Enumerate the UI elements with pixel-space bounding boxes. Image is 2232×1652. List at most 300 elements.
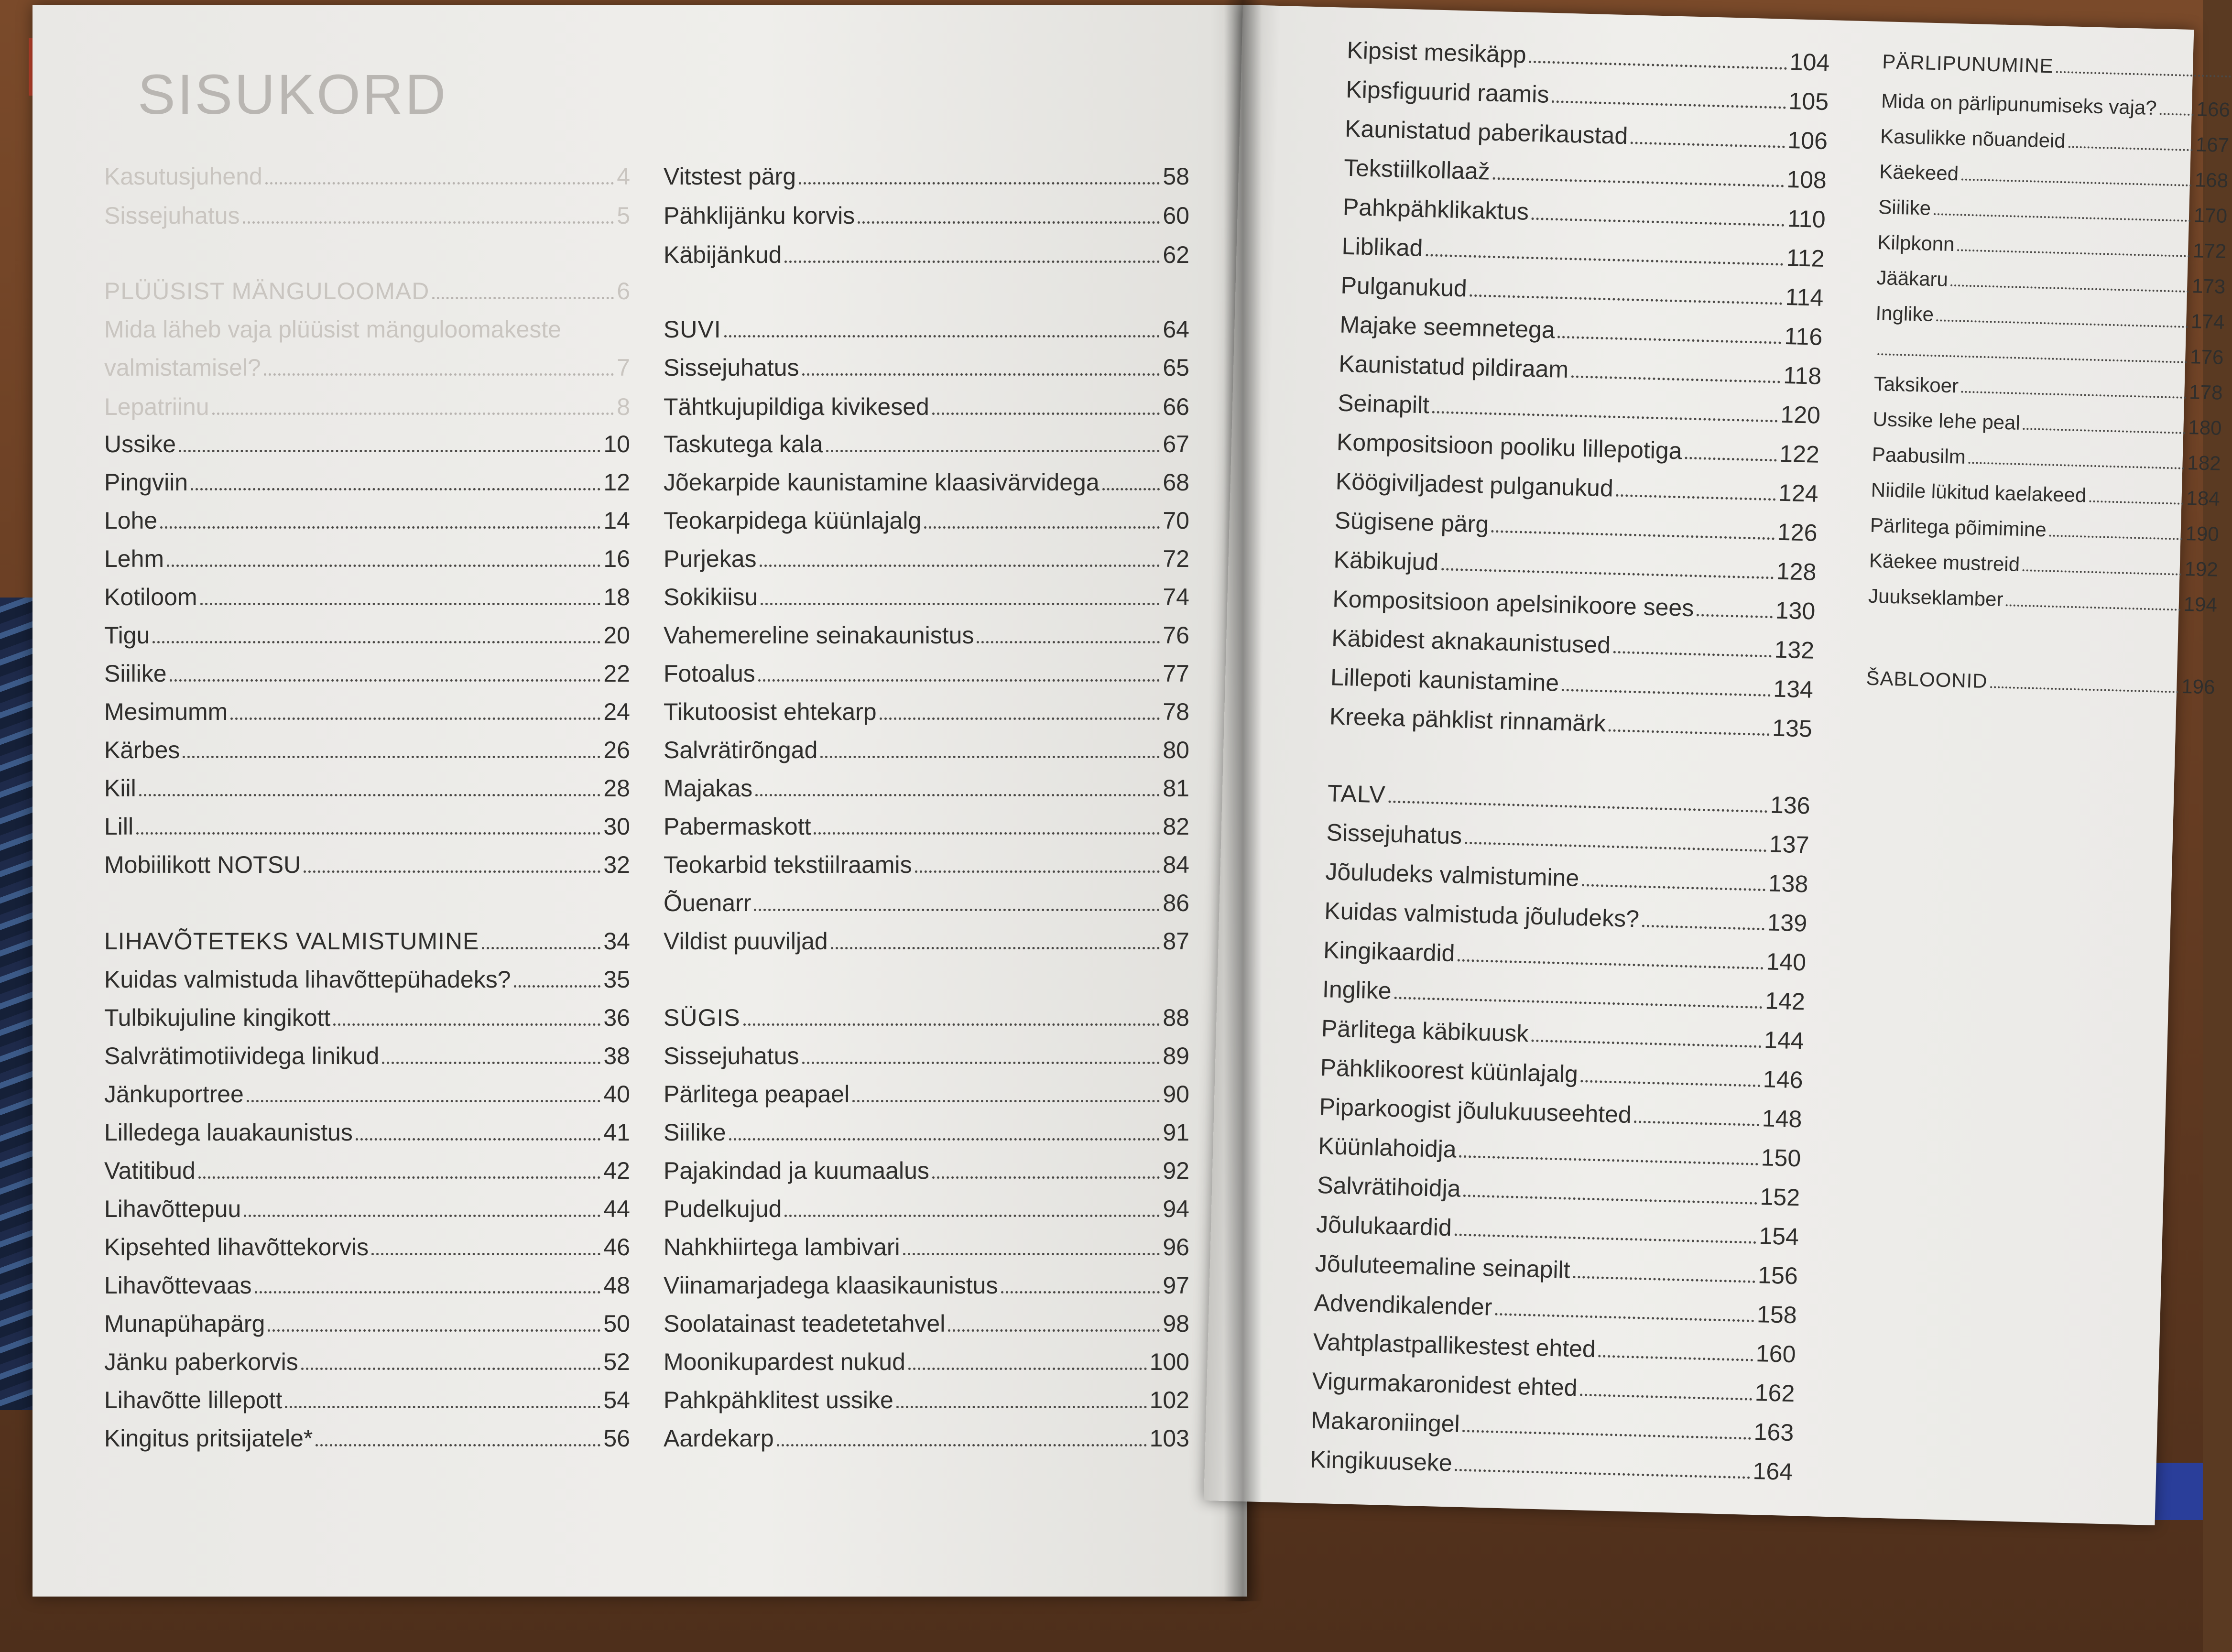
toc-entry-page-number: 28	[603, 775, 630, 802]
dot-leader	[1631, 141, 1785, 148]
toc-entry-title: Tekstiilkollaaž	[1343, 154, 1491, 185]
dot-leader	[1685, 457, 1776, 462]
toc-entry-title: Mida läheb vaja plüüsist mänguloomakeste	[104, 316, 562, 343]
toc-entry	[664, 202, 1189, 229]
toc-entry-page-number: 60	[1163, 202, 1189, 229]
toc-entry-page-number: 134	[1773, 675, 1814, 703]
toc-entry-page-number: 173	[2191, 274, 2226, 298]
toc-entry-page-number: 170	[2193, 204, 2228, 228]
toc-entry	[1881, 89, 2231, 121]
toc-entry	[664, 774, 1189, 802]
dot-leader	[514, 985, 601, 988]
toc-entry-title: TALV	[1327, 780, 1386, 808]
dot-leader	[784, 1215, 1160, 1217]
toc-entry	[1345, 115, 1828, 155]
dot-leader	[1877, 353, 2187, 363]
toc-entry-page-number: 190	[2185, 522, 2220, 545]
toc-entry-title: Kipsist mesikäpp	[1346, 36, 1527, 68]
toc-entry-title: Sokikiisu	[664, 584, 758, 610]
dot-leader	[1458, 959, 1763, 969]
toc-entry-title: Jõulukaardid	[1316, 1210, 1452, 1241]
toc-entry	[1339, 311, 1823, 351]
dot-leader	[903, 1253, 1160, 1255]
toc-entry-title: Liblikad	[1341, 232, 1424, 262]
toc-entry	[1324, 897, 1807, 937]
toc-entry	[104, 698, 630, 726]
toc-entry	[664, 1233, 1189, 1261]
toc-entry-title: Jänku paberkorvis	[104, 1348, 298, 1375]
dot-leader	[1616, 494, 1775, 501]
toc-entry-title: Küünlahoidja	[1317, 1132, 1457, 1163]
toc-entry-page-number: 10	[603, 431, 630, 457]
toc-entry	[1873, 372, 2223, 404]
toc-entry	[664, 1080, 1189, 1108]
dot-leader	[814, 832, 1160, 835]
dot-leader	[755, 794, 1160, 796]
toc-entry-page-number: 16	[603, 545, 630, 572]
dot-leader	[1634, 1120, 1759, 1126]
toc-entry	[1315, 1250, 1798, 1290]
toc-entry-title: Tikutoosist ehtekarp	[664, 698, 877, 725]
dot-leader	[482, 947, 600, 949]
toc-column-4	[1865, 50, 2232, 698]
dot-leader	[1613, 651, 1772, 658]
toc-entry	[1313, 1328, 1796, 1368]
toc-entry	[1316, 1210, 1799, 1250]
dot-leader	[1990, 686, 2178, 693]
toc-entry	[1311, 1406, 1794, 1446]
dot-leader	[191, 488, 600, 490]
toc-entry-page-number: 118	[1783, 361, 1822, 390]
toc-entry	[1317, 1171, 1800, 1211]
toc-entry-page-number: 152	[1759, 1183, 1800, 1211]
toc-entry-page-number: 148	[1762, 1105, 1803, 1133]
toc-entry-page-number: 24	[603, 698, 630, 725]
toc-entry-page-number: 76	[1163, 622, 1189, 649]
toc-entry-title: Lihavõttepuu	[104, 1196, 241, 1222]
dot-leader	[924, 526, 1160, 529]
dot-leader	[136, 832, 600, 835]
dot-leader	[432, 297, 614, 299]
toc-entry-title: Taskutega kala	[664, 431, 823, 457]
toc-entry-page-number: 163	[1753, 1418, 1794, 1446]
toc-entry	[1879, 160, 2229, 192]
toc-entry	[664, 583, 1189, 611]
toc-entry	[664, 1424, 1189, 1452]
toc-entry-title: Käekee mustreid	[1869, 549, 2020, 576]
toc-entry	[1326, 818, 1809, 859]
dot-leader	[285, 1406, 600, 1408]
toc-entry-page-number: 176	[2189, 345, 2224, 369]
toc-entry-title: Vahtplastpallikestest ehted	[1313, 1328, 1596, 1363]
dot-leader	[1573, 1276, 1755, 1283]
toc-entry	[1318, 1132, 1801, 1172]
toc-entry-page-number: 194	[2183, 592, 2218, 616]
toc-entry	[664, 621, 1189, 649]
toc-entry	[104, 583, 630, 611]
toc-entry-title: Aardekarp	[664, 1425, 774, 1452]
dot-leader	[1580, 1393, 1752, 1400]
dot-leader	[183, 756, 600, 758]
toc-entry-title: Käbijänkud	[664, 241, 782, 268]
dot-leader	[160, 526, 600, 529]
toc-entry-page-number: 137	[1769, 830, 1810, 859]
toc-entry-title: Kuidas valmistuda lihavõttepühadeks?	[104, 966, 511, 993]
toc-entry-page-number: 12	[603, 469, 630, 496]
toc-entry-page-number: 30	[603, 813, 630, 840]
toc-entry	[104, 851, 630, 879]
toc-section-heading	[104, 927, 630, 955]
toc-entry	[1876, 266, 2226, 298]
toc-entry	[1874, 337, 2224, 369]
toc-entry	[104, 545, 630, 573]
toc-entry-page-number: 103	[1149, 1425, 1189, 1452]
toc-entry	[664, 1042, 1189, 1070]
toc-entry-page-number: 78	[1163, 698, 1189, 725]
toc-entry	[104, 354, 630, 381]
toc-entry-page-number: 184	[2186, 487, 2221, 510]
toc-entry	[1329, 702, 1812, 742]
toc-entry-title: Kärbes	[104, 737, 180, 763]
toc-entry	[1323, 936, 1807, 976]
toc-entry-page-number: 130	[1775, 597, 1816, 625]
toc-entry-title: SUVI	[664, 316, 721, 343]
dot-leader	[1001, 1291, 1160, 1293]
dot-leader	[1552, 100, 1786, 109]
toc-entry-page-number: 154	[1758, 1222, 1799, 1250]
toc-section-heading	[1327, 779, 1810, 819]
toc-entry-title: Pingviin	[104, 469, 188, 496]
toc-entry-title: Sissejuhatus	[1326, 819, 1462, 849]
dot-leader	[915, 870, 1160, 873]
toc-entry-title: Advendikalender	[1314, 1289, 1493, 1321]
toc-entry-page-number: 5	[617, 202, 630, 229]
toc-entry-page-number: 62	[1163, 241, 1189, 268]
toc-entry-page-number: 128	[1776, 557, 1817, 586]
toc-entry-page-number: 46	[603, 1234, 630, 1261]
dot-leader	[1531, 1040, 1761, 1048]
toc-entry	[1333, 545, 1817, 586]
toc-entry	[664, 1310, 1189, 1337]
toc-entry-title: Siilike	[664, 1119, 726, 1146]
toc-entry-title: Fotoalus	[664, 660, 755, 687]
toc-entry-title: Vildist puuviljad	[664, 928, 828, 955]
toc-entry-title: Lihavõttevaas	[104, 1272, 252, 1299]
dot-leader	[761, 603, 1160, 605]
toc-entry	[104, 430, 630, 458]
toc-entry-title: ŠABLOONID	[1865, 666, 1988, 693]
toc-entry-title: Kuidas valmistuda jõuludeks?	[1324, 897, 1640, 933]
toc-entry-page-number: 88	[1163, 1004, 1189, 1031]
dot-leader	[268, 1329, 600, 1332]
toc-entry-title: Majakas	[664, 775, 753, 802]
dot-leader	[371, 1253, 600, 1255]
toc-entry-page-number: 158	[1756, 1301, 1797, 1329]
toc-entry	[104, 507, 630, 534]
toc-entry-page-number: 56	[603, 1425, 630, 1452]
toc-entry	[664, 1348, 1189, 1376]
dot-leader	[1459, 1155, 1758, 1165]
toc-entry-title: Kipsehted lihavõttekorvis	[104, 1234, 369, 1261]
dot-leader	[1441, 568, 1774, 579]
toc-entry-page-number: 58	[1163, 163, 1189, 190]
dot-leader	[230, 717, 600, 720]
toc-entry-title: LIHAVÕTETEKS VALMISTUMINE	[104, 928, 479, 955]
dot-leader	[1934, 213, 2191, 222]
toc-entry-title: Lehm	[104, 545, 164, 572]
dot-leader	[265, 182, 614, 185]
toc-entry	[104, 1272, 630, 1299]
toc-entry-title: Pärlitega käbikuusk	[1321, 1015, 1529, 1047]
toc-entry-page-number: 108	[1786, 165, 1827, 194]
toc-entry-title: Niidile lükitud kaelakeed	[1871, 478, 2087, 507]
dot-leader	[858, 221, 1160, 224]
toc-entry-title: Kaunistatud paberikaustad	[1344, 115, 1628, 150]
toc-entry-title: Teokarbid tekstiilraamis	[664, 851, 912, 878]
dot-leader	[152, 641, 600, 643]
toc-entry-title: Piparkoogist jõulukuuseehted	[1318, 1093, 1632, 1129]
dot-leader	[743, 1023, 1160, 1026]
toc-entry-title: Makaroniingel	[1310, 1406, 1460, 1437]
toc-entry-page-number: 100	[1149, 1348, 1189, 1375]
toc-entry-page-number: 114	[1785, 283, 1824, 311]
toc-entry	[664, 545, 1189, 573]
toc-entry-page-number: 122	[1779, 440, 1820, 468]
dot-leader	[758, 679, 1160, 682]
toc-entry-title: Pähklijänku korvis	[664, 202, 855, 229]
toc-entry-title: Jõekarpide kaunistamine klaasivärvidega	[664, 469, 1100, 496]
toc-entry-title: Kreeka pähklist rinnamärk	[1329, 703, 1606, 737]
toc-entry	[664, 163, 1189, 190]
toc-entry	[1875, 302, 2225, 334]
dot-leader	[2049, 535, 2182, 540]
toc-entry-page-number: 172	[2192, 239, 2227, 263]
toc-entry	[1340, 272, 1824, 312]
toc-entry	[664, 698, 1189, 726]
toc-entry	[104, 774, 630, 802]
dot-leader	[2023, 428, 2185, 434]
toc-entry-page-number: 112	[1786, 244, 1825, 272]
toc-entry	[104, 315, 630, 343]
dot-leader	[1492, 530, 1775, 540]
toc-entry	[104, 393, 630, 421]
toc-entry-page-number: 132	[1774, 636, 1815, 664]
toc-entry-page-number: 139	[1766, 909, 1807, 937]
toc-entry-title: Purjekas	[664, 545, 757, 572]
dot-leader	[2159, 113, 2193, 116]
toc-entry-title: Seinapilt	[1337, 389, 1430, 419]
toc-entry-title: Siilike	[104, 660, 167, 687]
toc-entry-page-number: 66	[1163, 393, 1189, 420]
toc-entry-page-number: 38	[603, 1043, 630, 1069]
toc-entry-page-number: 72	[1163, 545, 1189, 572]
toc-entry	[664, 430, 1189, 458]
toc-entry	[1335, 467, 1818, 507]
toc-entry-title: Sügisene pärg	[1334, 507, 1489, 538]
dot-leader	[200, 603, 601, 605]
toc-entry-page-number: 120	[1780, 401, 1821, 429]
toc-entry-page-number: 8	[617, 393, 630, 420]
dot-leader	[896, 1406, 1147, 1408]
toc-entry	[1312, 1367, 1795, 1407]
toc-entry-title: Viinamarjadega klaasikaunistus	[664, 1272, 998, 1299]
toc-entry-title: Käbikujud	[1333, 546, 1439, 576]
toc-entry	[1871, 478, 2220, 511]
toc-entry-page-number: 164	[1752, 1457, 1793, 1486]
toc-entry-page-number: 7	[617, 354, 630, 381]
toc-entry-page-number: 94	[1163, 1196, 1189, 1222]
toc-entry	[1869, 549, 2218, 581]
toc-entry-title: Juukseklamber	[1868, 584, 2004, 611]
toc-entry	[1330, 663, 1813, 703]
toc-entry	[1870, 514, 2219, 546]
toc-entry	[104, 1310, 630, 1337]
toc-entry	[1310, 1446, 1793, 1486]
dot-leader	[1102, 488, 1160, 490]
dot-leader	[1642, 925, 1764, 931]
toc-entry-page-number: 110	[1787, 205, 1826, 233]
toc-entry-page-number: 52	[603, 1348, 630, 1375]
toc-entry-title: Sissejuhatus	[664, 1043, 799, 1069]
dot-leader	[1571, 375, 1780, 383]
toc-entry	[104, 1157, 630, 1185]
toc-entry	[1319, 1093, 1802, 1133]
dot-leader	[754, 909, 1160, 911]
toc-entry	[1339, 350, 1822, 390]
toc-entry	[1347, 36, 1830, 76]
toc-entry-title: SÜGIS	[664, 1004, 740, 1031]
dot-leader	[802, 373, 1160, 376]
toc-entry-page-number: 91	[1163, 1119, 1189, 1146]
toc-entry-title: Pahkpähklikaktus	[1342, 193, 1529, 225]
toc-entry	[664, 1272, 1189, 1299]
toc-entry	[104, 1119, 630, 1146]
toc-entry	[664, 1119, 1189, 1146]
dot-leader	[1961, 178, 2192, 186]
dot-leader	[244, 1215, 600, 1217]
toc-entry-title: PLÜÜSIST MÄNGULOOMAD	[104, 278, 430, 304]
toc-entry-page-number: 180	[2188, 416, 2222, 439]
toc-entry-page-number: 160	[1755, 1340, 1796, 1368]
toc-entry	[664, 507, 1189, 534]
toc-entry-title: Pähklikoorest küünlajalg	[1320, 1054, 1579, 1088]
toc-entry-title: Tigu	[104, 622, 150, 649]
dot-leader	[977, 641, 1160, 643]
toc-entry-title: Siilike	[1878, 195, 1931, 219]
toc-entry	[1331, 624, 1815, 664]
toc-entry	[104, 202, 630, 229]
toc-entry-page-number: 136	[1770, 791, 1811, 819]
toc-entry-title: Käekeed	[1879, 160, 1959, 185]
toc-entry-title: Tulbikujuline kingikott	[104, 1004, 331, 1031]
toc-entry-page-number: 92	[1163, 1157, 1189, 1184]
dot-leader	[831, 947, 1160, 949]
toc-entry-page-number: 126	[1777, 518, 1818, 546]
dot-leader	[908, 1368, 1147, 1370]
toc-entry-title: Kotiloom	[104, 584, 197, 610]
toc-entry-page-number: 192	[2184, 557, 2219, 581]
dot-leader	[1582, 884, 1765, 891]
dot-leader	[301, 1368, 601, 1370]
dot-leader	[760, 565, 1160, 567]
dot-leader	[243, 221, 614, 224]
toc-entry-title: Sissejuhatus	[664, 354, 799, 381]
toc-entry	[664, 354, 1189, 381]
toc-entry-title: Jõuluteemaline seinapilt	[1315, 1250, 1571, 1283]
toc-entry-title: Pulganukud	[1340, 272, 1468, 302]
toc-entry-page-number: 81	[1163, 775, 1189, 802]
toc-entry	[664, 813, 1189, 840]
toc-entry-title: Salvrätimotiividega linikud	[104, 1043, 380, 1069]
dot-leader	[1562, 689, 1770, 696]
dot-leader	[1432, 411, 1778, 423]
toc-entry-title: Mobiilikott NOTSU	[104, 851, 301, 878]
dot-leader	[799, 182, 1160, 185]
toc-entry	[104, 1042, 630, 1070]
toc-entry-page-number: 40	[603, 1081, 630, 1108]
toc-entry-title: Inglike	[1875, 301, 1934, 326]
toc-entry	[1338, 389, 1821, 429]
dot-leader	[2068, 146, 2192, 151]
dot-leader	[1454, 1233, 1756, 1244]
left-page	[33, 5, 1247, 1597]
dot-leader	[729, 1138, 1160, 1141]
dot-leader	[1463, 1195, 1757, 1205]
toc-entry	[104, 468, 630, 496]
toc-entry	[664, 468, 1189, 496]
toc-entry-page-number: 174	[2190, 310, 2225, 333]
toc-entry	[664, 241, 1189, 269]
toc-entry-page-number: 167	[2195, 133, 2230, 157]
dot-leader	[212, 413, 614, 415]
toc-entry-title: Pudelkujud	[664, 1196, 782, 1222]
dot-leader	[724, 335, 1160, 337]
toc-entry-title: Munapühapärg	[104, 1310, 265, 1337]
toc-entry	[104, 660, 630, 687]
toc-entry-title: Teokarpidega küünlajalg	[664, 507, 922, 534]
toc-entry-title: Mesimumm	[104, 698, 228, 725]
toc-entry-page-number: 84	[1163, 851, 1189, 878]
toc-entry-title: Tähtkujupildiga kivikesed	[664, 393, 929, 420]
toc-entry	[104, 1195, 630, 1223]
toc-entry-page-number: 70	[1163, 507, 1189, 534]
toc-entry	[104, 163, 630, 190]
toc-entry-title: Kingitus pritsijatele*	[104, 1425, 313, 1452]
dot-leader	[2006, 604, 2180, 611]
toc-entry	[1322, 975, 1805, 1015]
dot-leader	[1492, 177, 1784, 187]
toc-entry-page-number: 18	[603, 584, 630, 610]
toc-entry-title: Jõuludeks valmistumine	[1325, 858, 1579, 892]
dot-leader	[826, 450, 1160, 452]
toc-entry-title: Kompositsioon apelsinikoore sees	[1332, 585, 1695, 622]
toc-entry-page-number: 35	[603, 966, 630, 993]
toc-entry-title: valmistamisel?	[104, 354, 261, 381]
dot-leader	[948, 1329, 1160, 1332]
dot-leader	[167, 565, 600, 567]
toc-entry-title: PÄRLIPUNUMINE	[1882, 50, 2054, 77]
dot-leader	[1426, 254, 1784, 266]
toc-entry-page-number: 20	[603, 622, 630, 649]
dot-leader	[1697, 614, 1773, 618]
dot-leader	[1462, 1430, 1751, 1440]
dot-leader	[880, 717, 1160, 720]
toc-entry-page-number: 77	[1163, 660, 1189, 687]
toc-entry-page-number: 166	[2196, 98, 2231, 121]
toc-entry-title: Kiil	[104, 775, 136, 802]
toc-section-heading	[1866, 667, 2215, 699]
toc-entry-title: Taksikoer	[1873, 372, 1959, 397]
